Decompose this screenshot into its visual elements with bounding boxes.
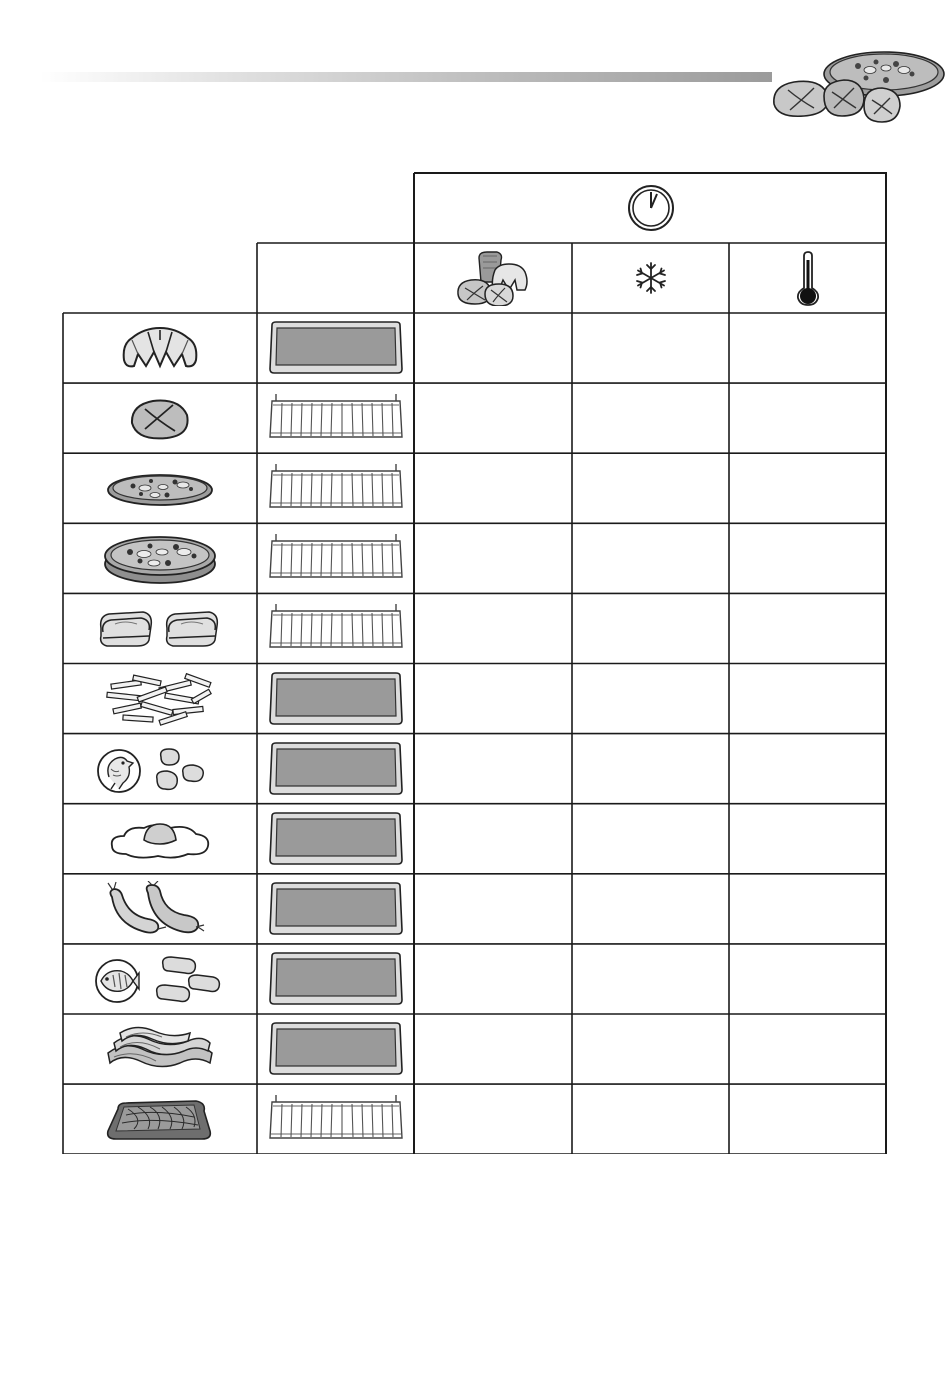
table-cell: [572, 1084, 729, 1154]
toasted-sandwiches-icon: [63, 593, 257, 663]
wire-rack-icon: [257, 453, 414, 523]
table-cell: [572, 453, 729, 523]
baking-tray-icon: [257, 944, 414, 1014]
fried-egg-icon: [63, 804, 257, 874]
baking-tray-icon: [257, 664, 414, 734]
table-cell: [572, 1014, 729, 1084]
table-cell: [729, 1014, 887, 1084]
pizza-and-bread-rolls-icon: [766, 46, 946, 124]
table-cell: [572, 734, 729, 804]
clock-icon: [414, 172, 887, 243]
fish-fingers-icon: [63, 944, 257, 1014]
rolls-and-croissant-icon: [414, 243, 572, 313]
snowflake-icon: [572, 243, 729, 313]
table-cell: [729, 383, 887, 453]
chicken-nuggets-icon: [63, 734, 257, 804]
wire-rack-icon: [257, 523, 414, 593]
table-cell: [729, 453, 887, 523]
cheese-toast-icon: [63, 1084, 257, 1154]
thick-pizza-icon: [63, 523, 257, 593]
cooking-table: [62, 172, 887, 1154]
table-cell: [572, 313, 729, 383]
table-cell: [729, 874, 887, 944]
sausages-icon: [63, 874, 257, 944]
table-cell: [729, 734, 887, 804]
bread-roll-icon: [63, 383, 257, 453]
croissant-icon: [63, 313, 257, 383]
table-cell: [572, 944, 729, 1014]
french-fries-icon: [63, 664, 257, 734]
baking-tray-icon: [257, 734, 414, 804]
thin-pizza-icon: [63, 453, 257, 523]
table-cell: [729, 313, 887, 383]
table-cell: [572, 874, 729, 944]
wire-rack-icon: [257, 593, 414, 663]
table-cell: [572, 664, 729, 734]
wire-rack-icon: [257, 383, 414, 453]
table-cell: [572, 593, 729, 663]
table-cell: [729, 944, 887, 1014]
baking-tray-icon: [257, 1014, 414, 1084]
baking-tray-icon: [257, 804, 414, 874]
table-cell: [729, 593, 887, 663]
table-cell: [729, 523, 887, 593]
table-cell: [572, 523, 729, 593]
baking-tray-icon: [257, 313, 414, 383]
header-gradient-bar: [40, 72, 772, 82]
table-cell: [729, 1084, 887, 1154]
table-cell: [572, 804, 729, 874]
bacon-icon: [63, 1014, 257, 1084]
table-cell: [572, 383, 729, 453]
wire-rack-icon: [257, 1084, 414, 1154]
table-cell: [729, 664, 887, 734]
table-cell: [729, 804, 887, 874]
thermometer-icon: [729, 243, 887, 313]
baking-tray-icon: [257, 874, 414, 944]
